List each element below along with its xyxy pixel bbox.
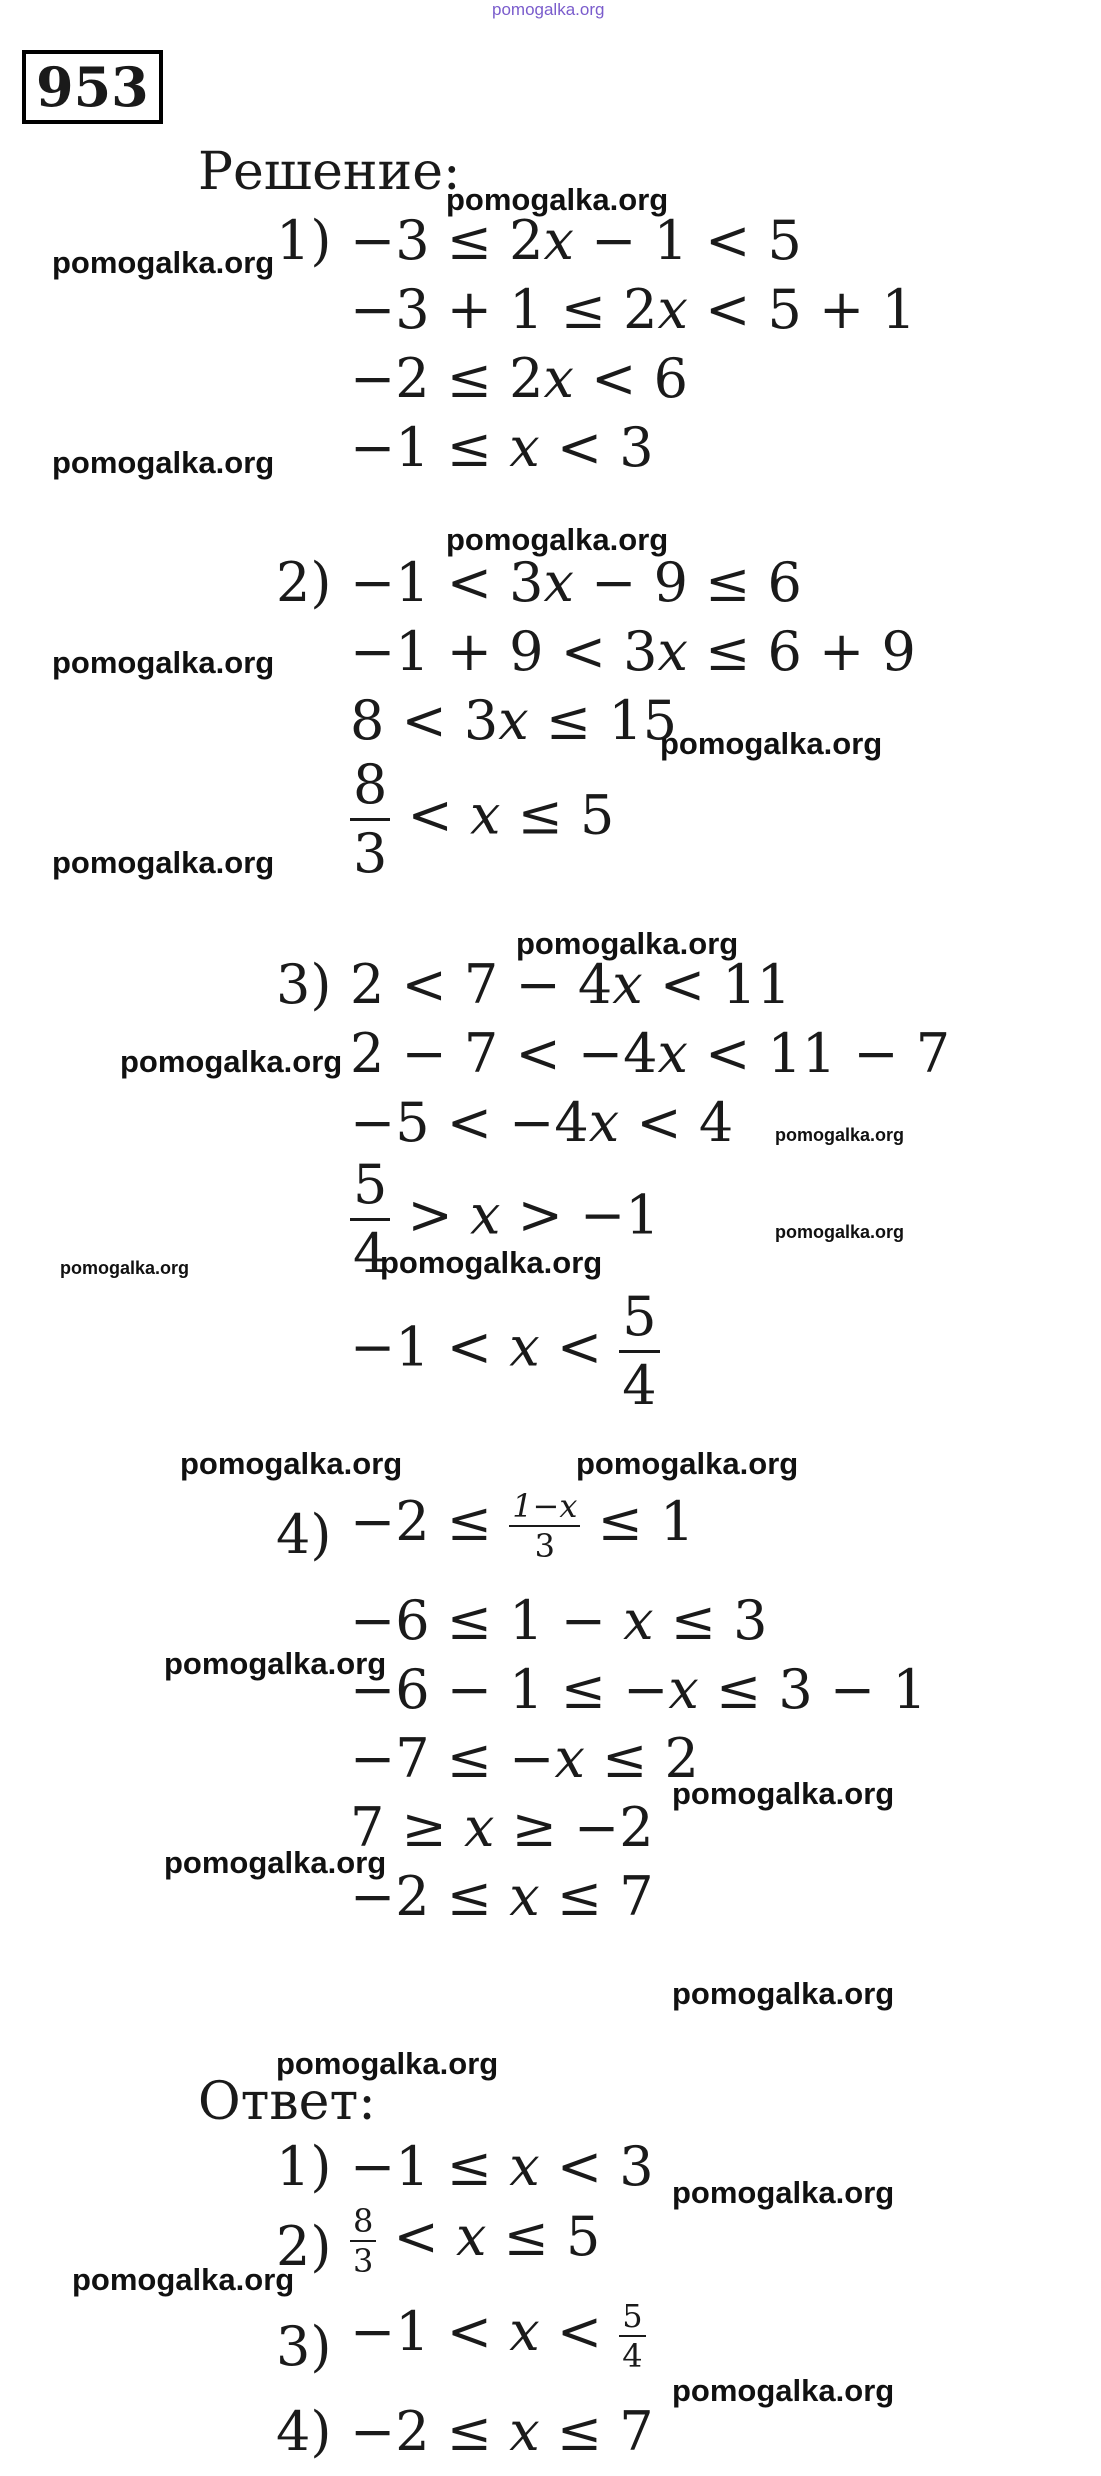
part3-line-3: −5 < −4x < 4 bbox=[350, 1091, 734, 1154]
answer1: −1 ≤ x < 3 bbox=[350, 2135, 654, 2198]
fraction: $\frac{5}{4}$ bbox=[619, 2300, 645, 2372]
part2-label: 2) bbox=[276, 551, 332, 614]
part1-line-2: −3 + 1 ≤ 2x < 5 + 1 bbox=[350, 278, 916, 341]
part1-line-4: −1 ≤ x < 3 bbox=[350, 416, 654, 479]
part2-line-3: 8 < 3x ≤ 15 bbox=[350, 689, 678, 752]
watermark: pomogalka.org bbox=[775, 1222, 905, 1242]
watermark: pomogalka.org bbox=[516, 926, 739, 961]
watermark: pomogalka.org bbox=[446, 182, 669, 217]
fraction: $\frac{8}{3}$ bbox=[350, 2205, 376, 2277]
watermark: pomogalka.org bbox=[52, 845, 275, 880]
part3-line-1: 2 < 7 − 4x < 11 bbox=[350, 953, 791, 1016]
watermark: pomogalka.org bbox=[60, 1258, 190, 1278]
answer3-label: 3) bbox=[276, 2315, 332, 2378]
watermark: pomogalka.org bbox=[180, 1446, 403, 1481]
fraction: $\frac{5}{4}$ bbox=[350, 1158, 390, 1281]
part4-line-3: −6 − 1 ≤ −x ≤ 3 − 1 bbox=[350, 1658, 927, 1721]
fraction: $\frac{1-x}{3}$ bbox=[509, 1490, 580, 1562]
watermark: pomogalka.org bbox=[672, 1776, 895, 1811]
watermark: pomogalka.org bbox=[576, 1446, 799, 1481]
answer2: $\frac{8}{3}$ < x ≤ 5 bbox=[350, 2205, 600, 2277]
watermark: pomogalka.org bbox=[52, 645, 275, 680]
watermark: pomogalka.org bbox=[52, 445, 275, 480]
part4-line-5: 7 ≥ x ≥ −2 bbox=[350, 1796, 654, 1859]
watermark: pomogalka.org bbox=[672, 2373, 895, 2408]
part4-label: 4) bbox=[276, 1503, 332, 1566]
watermark: pomogalka.org bbox=[164, 1646, 387, 1681]
part3-label: 3) bbox=[276, 953, 332, 1016]
watermark: pomogalka.org bbox=[52, 245, 275, 280]
watermark: pomogalka.org bbox=[72, 2262, 295, 2297]
part3-fraction-line-1: $\frac{5}{4}$ > x > −1 bbox=[350, 1158, 660, 1281]
answer1-label: 1) bbox=[276, 2135, 332, 2198]
fraction: $\frac{5}{4}$ bbox=[619, 1290, 659, 1413]
answer-heading: Ответ: bbox=[198, 2072, 376, 2132]
part4-line-2: −6 ≤ 1 − x ≤ 3 bbox=[350, 1589, 768, 1652]
watermark: pomogalka.org bbox=[672, 1976, 895, 2011]
watermark: pomogalka.org bbox=[775, 1125, 905, 1145]
watermark: pomogalka.org bbox=[120, 1044, 343, 1079]
solution-heading: Решение: bbox=[198, 142, 461, 202]
answer2-label: 2) bbox=[276, 2215, 332, 2278]
part2-fraction-line: $\frac{8}{3}$ < x ≤ 5 bbox=[350, 758, 614, 881]
answer4-label: 4) bbox=[276, 2400, 332, 2463]
exercise-number-badge: 953 bbox=[22, 50, 163, 124]
part4-line-6: −2 ≤ x ≤ 7 bbox=[350, 1865, 654, 1928]
watermark: pomogalka.org bbox=[672, 2175, 895, 2210]
answer4: −2 ≤ x ≤ 7 bbox=[350, 2400, 654, 2463]
fraction: $\frac{8}{3}$ bbox=[350, 758, 390, 881]
watermark-top: pomogalka.org bbox=[492, 0, 605, 19]
part3-line-2: 2 − 7 < −4x < 11 − 7 bbox=[350, 1022, 951, 1085]
part2-line-1: −1 < 3x − 9 ≤ 6 bbox=[350, 551, 802, 614]
part1-line-1: −3 ≤ 2x − 1 < 5 bbox=[350, 209, 802, 272]
watermark: pomogalka.org bbox=[446, 522, 669, 557]
watermark: pomogalka.org bbox=[380, 1245, 603, 1280]
watermark: pomogalka.org bbox=[276, 2046, 499, 2081]
part1-label: 1) bbox=[276, 209, 332, 272]
answer3: −1 < x < $\frac{5}{4}$ bbox=[350, 2300, 646, 2372]
part1-line-3: −2 ≤ 2x < 6 bbox=[350, 347, 688, 410]
watermark: pomogalka.org bbox=[660, 726, 883, 761]
watermark: pomogalka.org bbox=[164, 1845, 387, 1880]
part3-fraction-line-2: −1 < x < $\frac{5}{4}$ bbox=[350, 1290, 660, 1413]
part4-line-4: −7 ≤ −x ≤ 2 bbox=[350, 1727, 699, 1790]
part2-line-2: −1 + 9 < 3x ≤ 6 + 9 bbox=[350, 620, 916, 683]
part4-line-1: −2 ≤ $\frac{1-x}{3}$ ≤ 1 bbox=[350, 1487, 695, 1565]
